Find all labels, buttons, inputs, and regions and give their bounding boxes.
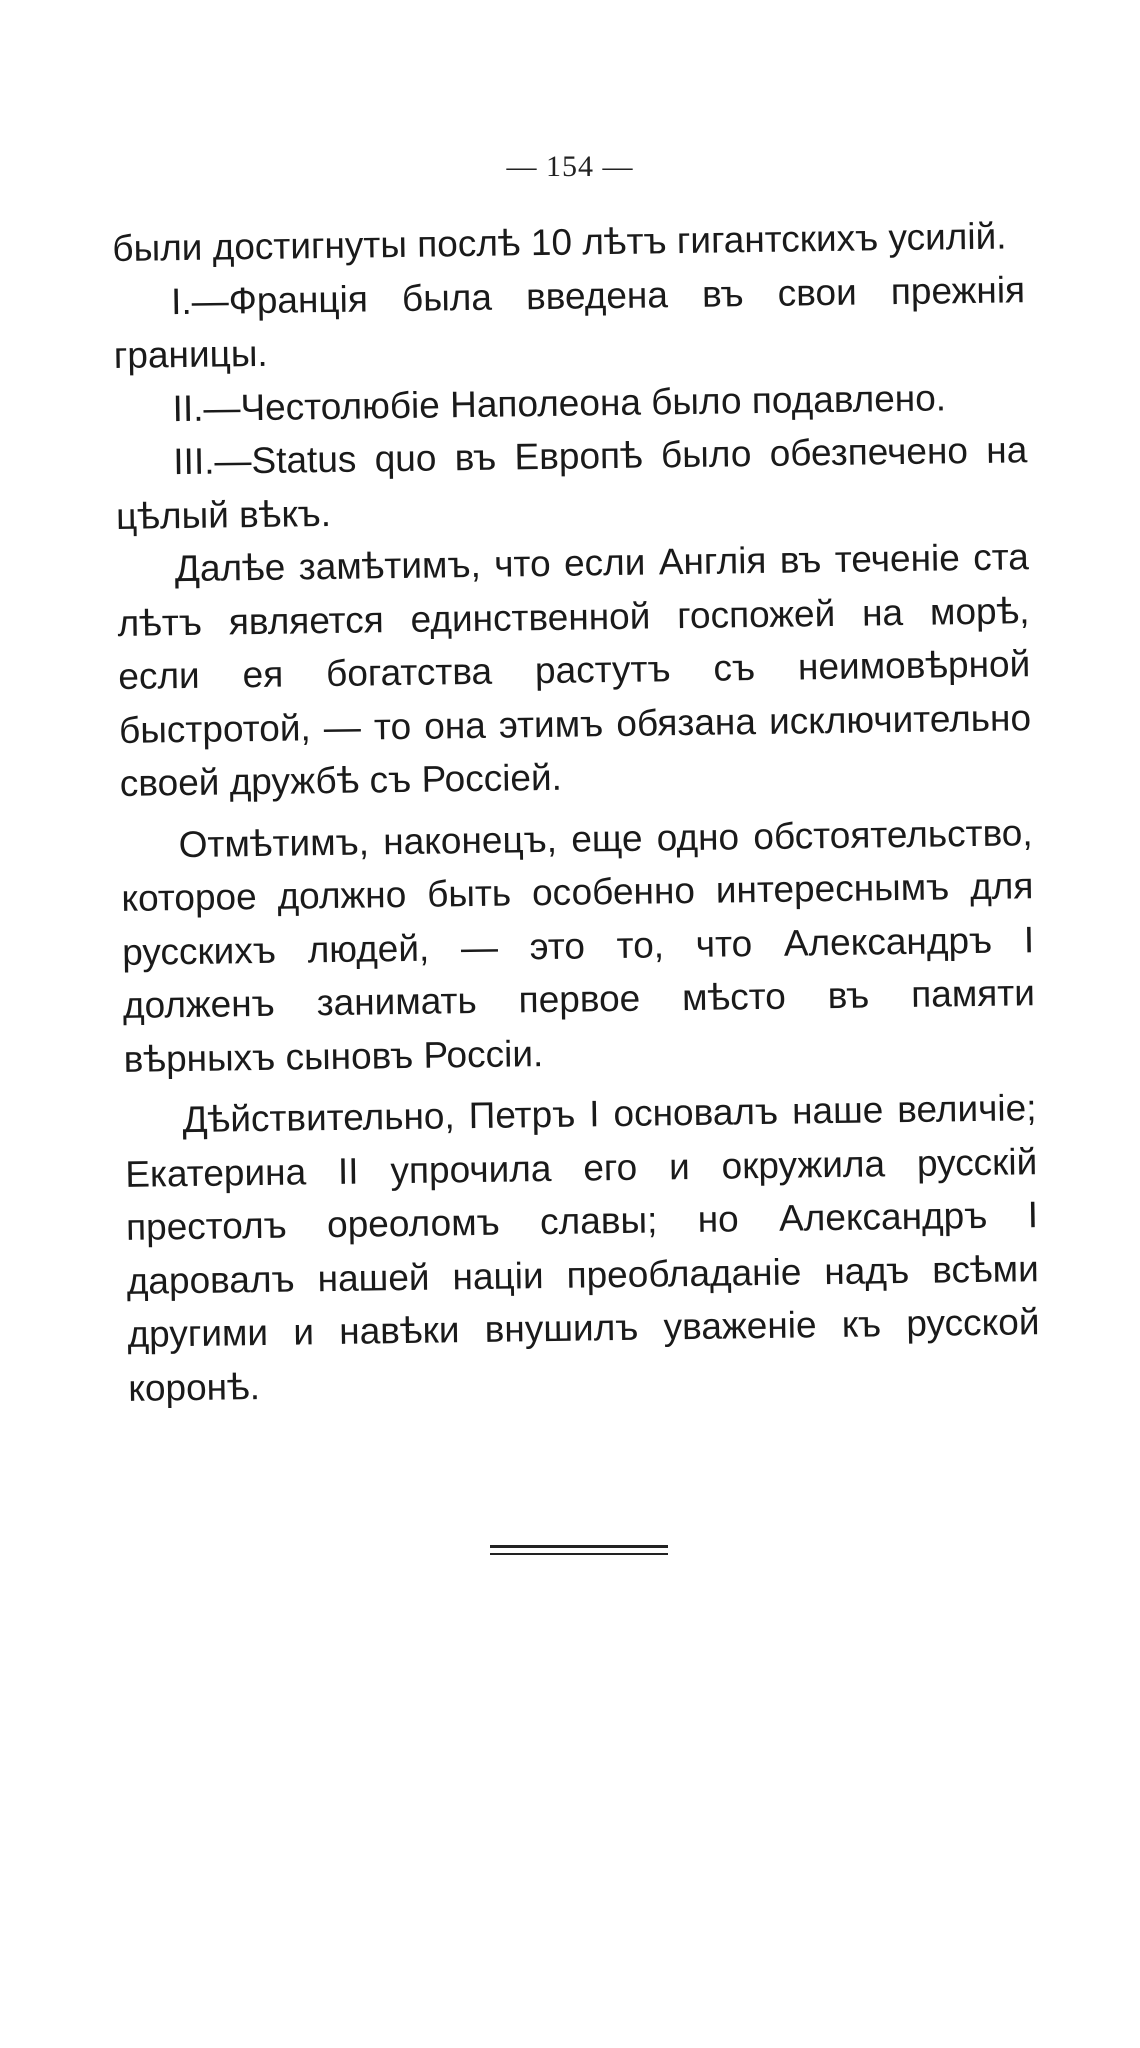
paragraph: Отмѣтимъ, наконецъ, еще одно обстоятельство, которое должно быть особенно интереснымъ для русскихъ людей, — это то, что Александръ I долженъ занимать первое мѣсто въ памяти вѣрныхъ сыновъ Россiи. bbox=[121, 811, 1036, 1080]
page-number: — 154 — bbox=[506, 150, 634, 183]
paragraph: были достигнуты послѣ 10 лѣтъ гигантскихъ усилій. bbox=[112, 215, 1007, 269]
section-end-rule bbox=[490, 1545, 668, 1548]
body-text bbox=[112, 209, 1041, 1415]
list-item: I.—Францiя была введена въ свои прежнiя границы. bbox=[113, 268, 1026, 376]
paragraph: Дѣйствительно, Петръ I основалъ наше величiе; Екатерина II упрочила его и окружила русскiй престолъ ореоломъ славы; но Александръ I даровалъ нашей нацiи преобладанiе надъ всѣми другими и навѣки внушилъ уваженiе къ русской коронѣ. bbox=[125, 1087, 1040, 1409]
paragraph: Далѣе замѣтимъ, что если Англiя въ теченiе ста лѣтъ является единственной госпожей на морѣ, если ея богатства растутъ съ неимовѣрной быстротой, — то она этимъ обязана исключительно своей дружбѣ съ Россiей. bbox=[117, 536, 1032, 804]
list-item: II.—Честолюбiе Наполеона было подавлено. bbox=[172, 376, 947, 429]
list-item: III.—Status quo въ Европѣ было обезпечено на цѣлый вѣкъ. bbox=[115, 429, 1028, 537]
section-end-rule bbox=[490, 1553, 668, 1555]
